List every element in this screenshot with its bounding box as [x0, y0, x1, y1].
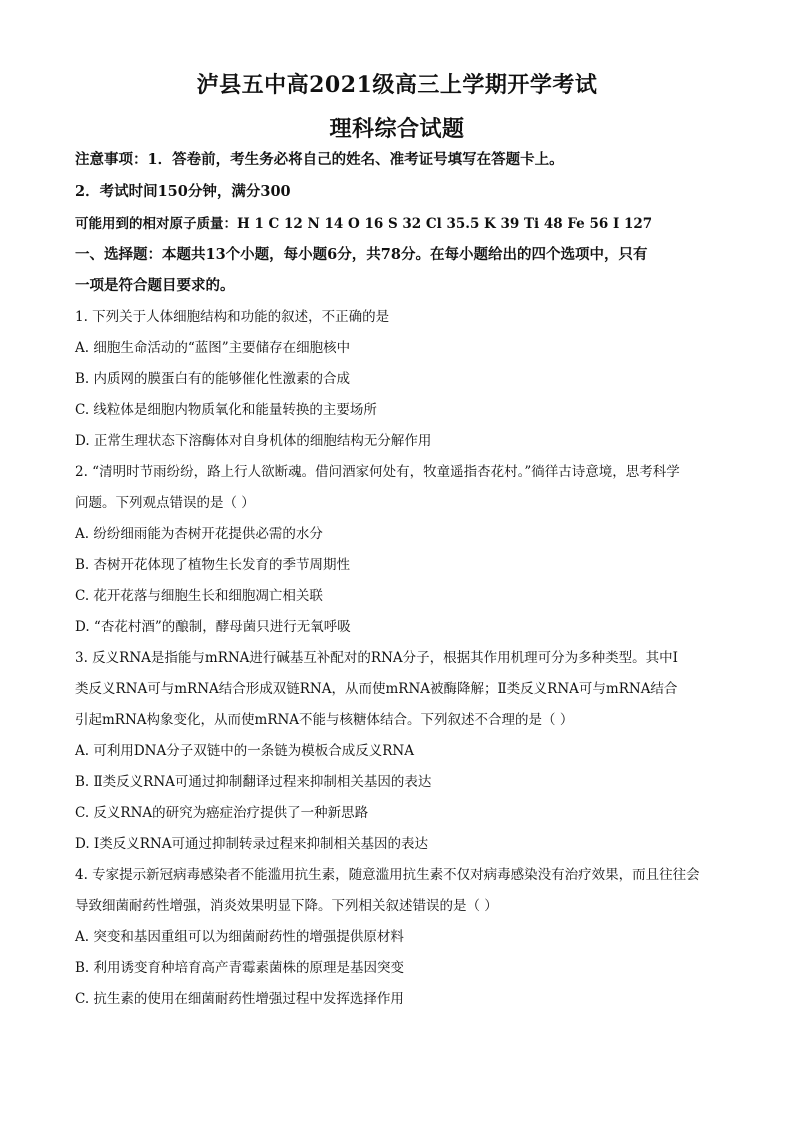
question-4-option-b: B. 利用诱变育种培育高产青霉素菌株的原理是基因突变 [75, 960, 405, 976]
question-2-option-c: C. 花开花落与细胞生长和细胞凋亡相关联 [75, 588, 323, 604]
question-4-stem-line-2: 导致细菌耐药性增强，消炎效果明显下降。下列相关叙述错误的是（ ） [75, 898, 498, 914]
question-3-option-c: C. 反义RNA的研究为癌症治疗提供了一种新思路 [75, 805, 369, 821]
question-4-option-c: C. 抗生素的使用在细菌耐药性增强过程中发挥选择作用 [75, 991, 404, 1007]
notes-line-1: 注意事项：1．答卷前，考生务必将自己的姓名、准考证号填写在答题卡上。 [75, 151, 564, 168]
question-4-stem-line-1: 4. 专家提示新冠病毒感染者不能滥用抗生素，随意滥用抗生素不仅对病毒感染没有治疗效果，而且往往会 [75, 867, 700, 883]
question-3-option-b: B. Ⅱ类反义RNA可通过抑制翻译过程来抑制相关基因的表达 [75, 774, 432, 790]
question-2-option-d: D. “杏花村酒”的酿制，酵母菌只进行无氧呼吸 [75, 619, 351, 635]
question-2-stem-line-2: 问题。下列观点错误的是（ ） [75, 495, 255, 511]
exam-title: 泸县五中高2021级高三上学期开学考试 [196, 72, 598, 98]
question-3-stem-line-1: 3. 反义RNA是指能与mRNA进行碱基互补配对的RNA分子，根据其作用机理可分为多种类型。其中Ⅰ [75, 650, 678, 666]
question-1-option-b: B. 内质网的膜蛋白有的能够催化性激素的合成 [75, 371, 351, 387]
question-3-stem-line-3: 引起mRNA构象变化，从而使mRNA不能与核糖体结合。下列叙述不合理的是（ ） [75, 712, 574, 728]
question-1-option-d: D. 正常生理状态下溶酶体对自身机体的细胞结构无分解作用 [75, 433, 432, 449]
question-3-stem-line-2: 类反义RNA可与mRNA结合形成双链RNA，从而使mRNA被酶降解；Ⅱ类反义RNA可与mRNA结合 [75, 681, 678, 697]
section-header-line-1: 一、选择题：本题共13个小题，每小题6分，共78分。在每小题给出的四个选项中，只有 [75, 246, 648, 263]
atomic-masses: 可能用到的相对原子质量：H 1 C 12 N 14 O 16 S 32 Cl 35.5 K 39 Ti 48 Fe 56 I 127 [75, 216, 653, 232]
question-1-option-c: C. 线粒体是细胞内物质氧化和能量转换的主要场所 [75, 402, 377, 418]
question-4-option-a: A. 突变和基因重组可以为细菌耐药性的增强提供原材料 [75, 929, 404, 945]
question-3-option-d: D. Ⅰ类反义RNA可通过抑制转录过程来抑制相关基因的表达 [75, 836, 428, 852]
notes-line-2: 2．考试时间150分钟，满分300 [75, 183, 291, 200]
question-3-option-a: A. 可利用DNA分子双链中的一条链为模板合成反义RNA [75, 743, 414, 759]
question-1-stem: 1. 下列关于人体细胞结构和功能的叙述，不正确的是 [75, 309, 390, 325]
section-header-line-2: 一项是符合题目要求的。 [75, 277, 235, 294]
question-2-option-b: B. 杏树开花体现了植物生长发育的季节周期性 [75, 557, 351, 573]
question-2-stem-line-1: 2. “清明时节雨纷纷，路上行人欲断魂。借问酒家何处有，牧童遥指杏花村。”徜徉古诗意境，思考科学 [75, 464, 680, 480]
question-1-option-a: A. 细胞生命活动的“蓝图”主要储存在细胞核中 [75, 340, 351, 356]
question-2-option-a: A. 纷纷细雨能为杏树开花提供必需的水分 [75, 526, 323, 542]
exam-subtitle: 理科综合试题 [329, 116, 465, 142]
